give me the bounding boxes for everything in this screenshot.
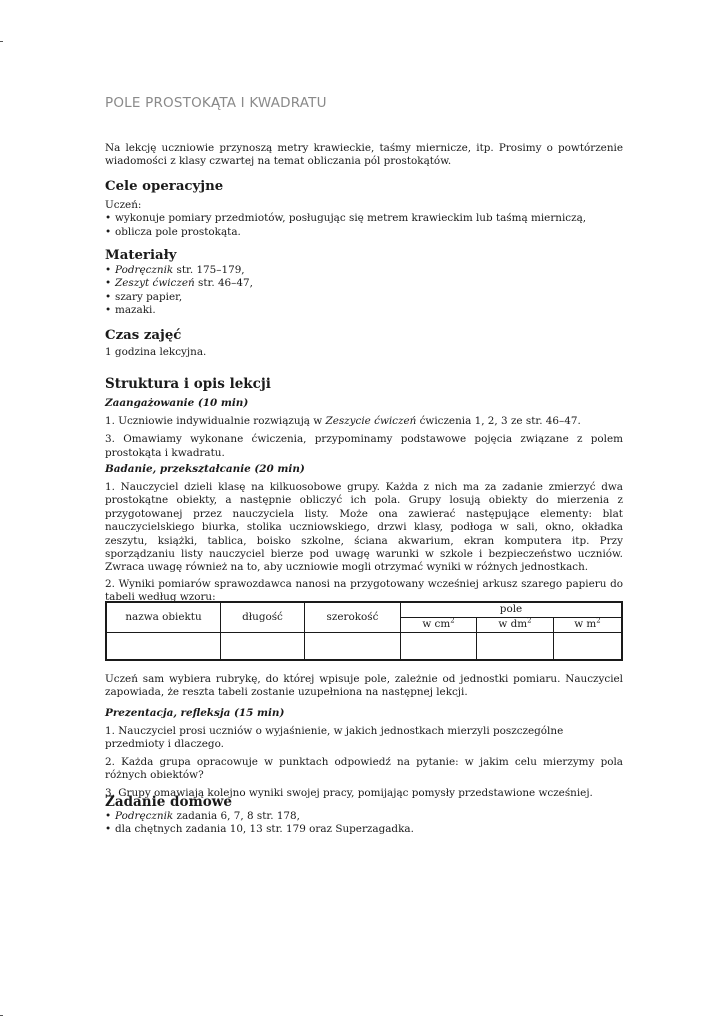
list-item: [105, 264, 623, 277]
zadanie-heading: Zadanie domowe: [105, 794, 232, 810]
zadanie-section: [105, 794, 623, 837]
list-item: [105, 277, 623, 290]
list-item-text: zadania 6, 7, 8 str. 178,: [173, 810, 300, 822]
list-item: [105, 810, 623, 823]
list-item: • oblicza pole prostokąta.: [105, 226, 623, 239]
table-cell: [477, 632, 554, 660]
book-title: Zeszyt ćwiczeń: [115, 277, 195, 290]
materialy-section: [105, 248, 623, 318]
list-item-text: str. 175–179,: [173, 264, 245, 276]
list-item-text: szary papier,: [115, 290, 183, 303]
table-cell: [401, 632, 477, 660]
results-table-wrapper: [105, 601, 623, 661]
czas-heading: Czas zajęć: [105, 328, 182, 343]
prezentacja-step-3: 3. Grupy omawiają kolejno wyniki swojej pracy, pomijając pomysły przedstawione wcześniej.: [105, 786, 593, 799]
list-item: • dla chętnych zadania 10, 13 str. 179 oraz Superzagadka.: [105, 823, 623, 836]
prezentacja-heading: Prezentacja, refleksja (15 min): [105, 707, 285, 719]
table-cell: [554, 632, 623, 660]
cele-section: [105, 179, 623, 239]
unit-exponent: 2: [596, 616, 601, 625]
book-title: Podręcznik: [115, 810, 174, 822]
badanie-heading: Badanie, przekształcanie (20 min): [105, 463, 305, 475]
badanie-step-1: 1. Nauczyciel dzieli klasę na kilkuosobowe grupy. Każda z nich ma za zadanie zmierzyć dwa prostokątne obiekty, a następnie obliczyć ich pola. Grupy losują obiekty do mierzenia z przygotowanej przez nauczyciela listy. Może ona zawierać następujące elementy: blat nauczycielskiego biurka, stolika uczniowskiego, drzwi klasy, podłoga w sali, okno, okładka zeszytu, książki, tablica, boisko szkolne, ściana akwarium, ekran komputera itp. Przy sporządzaniu listy nauczyciel bierze pod uwagę warunki w szkole i bezpieczeństwo uczniów. Zwraca uwagę również na to, aby uczniowie mogli otrzymać wyniki w różnych jednostkach.: [105, 481, 623, 574]
zadanie-list: [105, 810, 623, 837]
table-header-cell: długość: [221, 602, 305, 632]
unit-exponent: 2: [450, 616, 455, 625]
unit-label: w dm: [498, 617, 528, 630]
prezentacja-section: [105, 707, 623, 800]
step-text: 1. Uczniowie indywidualnie rozwiązują w: [105, 415, 326, 427]
table-header-cell: [554, 617, 623, 632]
zaangazowanie-step-1: [105, 415, 623, 428]
intro-paragraph: Na lekcję uczniowie przynoszą metry krawieckie, taśmy miernicze, itp. Prosimy o powtórzenie wiadomości z klasy czwartej na temat obliczania pól prostokątów.: [105, 142, 623, 168]
materialy-list: [105, 264, 623, 318]
zaangazowanie-step-3: 3. Omawiamy wykonane ćwiczenia, przypominamy podstawowe pojęcia związane z polem prostokąta i kwadratu.: [105, 433, 623, 459]
cele-heading: Cele operacyjne: [105, 179, 224, 194]
prezentacja-step-2: 2. Każda grupa opracowuje w punktach odpowiedź na pytanie: w jakim celu mierzymy pola różnych obiektów?: [105, 755, 623, 782]
cele-lead: Uczeń:: [105, 199, 142, 211]
table-header-cell: [477, 617, 554, 632]
step-text: ćwiczenia 1, 2, 3 ze str. 46–47.: [416, 415, 581, 427]
list-item-text: str. 46–47,: [194, 277, 253, 290]
zaangazowanie-section: [105, 397, 623, 460]
table-header-cell: pole: [401, 602, 623, 617]
zaangazowanie-heading: Zaangażowanie (10 min): [105, 397, 249, 409]
list-item: [105, 291, 623, 304]
table-cell: [305, 632, 401, 660]
unit-label: w cm: [422, 617, 451, 630]
table-header-row: [106, 602, 622, 617]
table-header-cell: nazwa obiektu: [106, 602, 221, 632]
list-item: • wykonuje pomiary przedmiotów, posługując się metrem krawieckim lub taśmą mierniczą,: [105, 212, 623, 225]
table-cell: [106, 632, 221, 660]
unit-label: w m: [574, 617, 597, 630]
prezentacja-step-1: 1. Nauczyciel prosi uczniów o wyjaśnienie, w jakich jednostkach mierzyli poszczególne przedmioty i dlaczego.: [105, 725, 564, 751]
unit-exponent: 2: [527, 616, 532, 625]
list-item-text: mazaki.: [115, 304, 156, 317]
struktura-heading: Struktura i opis lekcji: [105, 376, 271, 392]
table-header-cell: [401, 617, 477, 632]
struktura-section: [105, 376, 623, 392]
page-edge-mark: [0, 1015, 3, 1016]
results-table: [105, 601, 623, 661]
badanie-section: [105, 463, 623, 605]
czas-text: 1 godzina lekcyjna.: [105, 346, 207, 358]
materialy-heading: Materiały: [105, 248, 177, 263]
book-title: Zeszycie ćwiczeń: [325, 415, 417, 427]
after-table-paragraph: Uczeń sam wybiera rubrykę, do której wpisuje pole, zależnie od jednostki pomiaru. Nauczyciel zapowiada, że reszta tabeli zostanie uzupełniona na następnej lekcji.: [105, 673, 623, 699]
czas-section: [105, 328, 623, 359]
table-row: [106, 632, 622, 660]
badanie-step-2: 2. Wyniki pomiarów sprawozdawca nanosi na przygotowany wcześniej arkusz szarego papieru do tabeli według wzoru:: [105, 577, 623, 604]
table-cell: [221, 632, 305, 660]
book-title: Podręcznik: [115, 264, 174, 276]
page-title: POLE PROSTOKĄTA I KWADRATU: [105, 95, 327, 111]
page-edge-mark: [0, 41, 3, 42]
cele-list: [105, 212, 623, 239]
list-item: [105, 304, 623, 317]
table-header-cell: szerokość: [305, 602, 401, 632]
